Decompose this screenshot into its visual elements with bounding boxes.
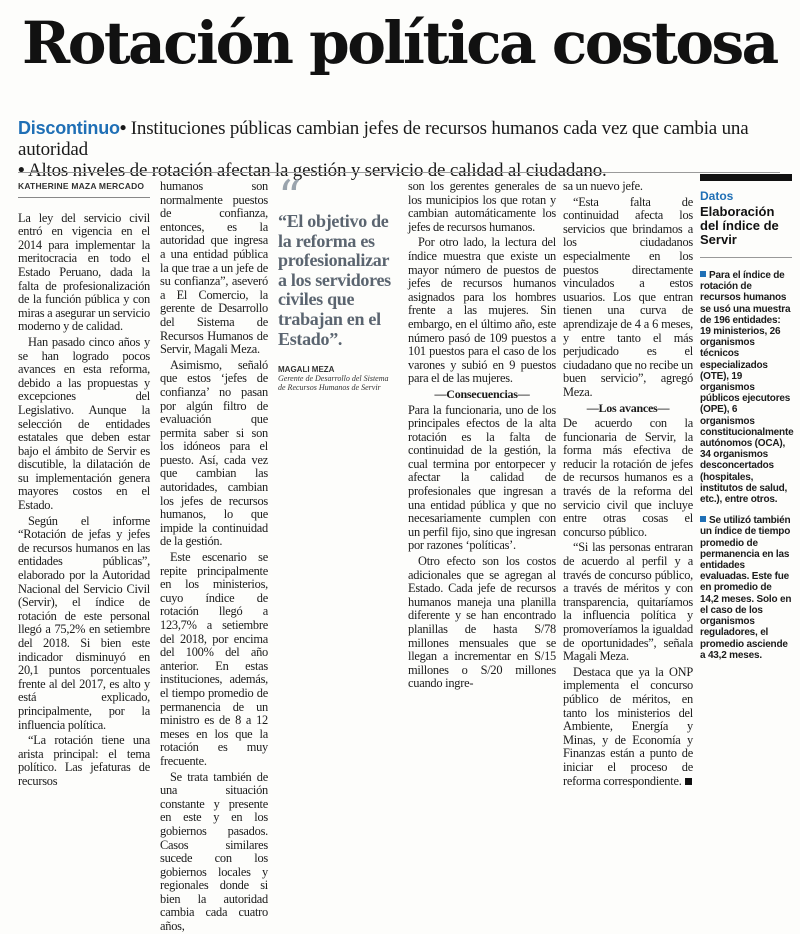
paragraph: “Si las personas entraran de acuerdo al perfil y a través de concurso público, a través de méritos y con transparencia, quitaríamos la influencia política y promoveríamos la igualdad de oportunidades”, señala Magali Meza. bbox=[563, 540, 693, 664]
paragraph: Otro efecto son los costos adicionales que se agregan al Estado. Cada jefe de recursos humanos maneja una planilla diferente y se han encontrado planillas de hasta S/78 millones mensuales que se llegan a incrementar en S/15 millones o S/20 millones cuando ingre- bbox=[408, 554, 556, 691]
paragraph: sa un nuevo jefe. bbox=[563, 179, 643, 193]
sidebar-item bbox=[700, 515, 792, 661]
paragraph: La ley del servicio civil entró en vigencia en el 2014 para implementar la meritocracia en todo el Estado Peruano, dada la falta de profesionalización de la función pública y con miras a asegurar un servicio moderno y de calidad. bbox=[18, 210, 150, 334]
data-sidebar bbox=[700, 174, 794, 661]
pull-quote-text: “El objetivo de la reforma es profesionalizar a los servidores civiles que trabajan en el Estado”. bbox=[278, 211, 391, 349]
deck-bullet: • bbox=[119, 118, 127, 139]
paragraph-text: Destaca que ya la ONP implementa el concurso público de méritos, en tanto los ministerios del Ambiente, Energía y Minas, y de Economía y Finanzas están a punto de iniciar el proceso de reforma correspondiente. bbox=[563, 664, 693, 788]
deck-bullet: • bbox=[18, 160, 25, 181]
sidebar-item-text: Para el índice de rotación de recursos humanos se usó una muestra de 196 entidades: 19 ministerios, 26 organismos técnicos especializados (OTE), 19 organismos públicos ejecutores (OPE), 6 organismos constitucionalmente autónomos (OCA), 34 organismos desconcertados (hospitales, institutos de salud, etc.), entre otros. bbox=[700, 270, 794, 506]
paragraph: Según el informe “Rotación de jefas y jefes de recursos humanos en las entidades públicas”, elaborado por la Autoridad Nacional del Servicio Civil (Servir), el índice de rotación de este personal llegó a 75,2% en setiembre del 2018. Si bien este indicador disminuyó en 20,1 puntos porcentuales frente al del 2017, es alto y está explicado, principalmente, por la influencia política. bbox=[18, 513, 150, 732]
paragraph: De acuerdo con la funcionaria de Servir, la forma más efectiva de reducir la rotación de jefes de recursos humanos es a través de la reforma del servicio civil que incluye entre otras cosas el concurso público. bbox=[563, 416, 693, 539]
sidebar-item bbox=[700, 270, 792, 505]
sidebar-divider bbox=[700, 257, 792, 258]
paragraph: Asimismo, señaló que estos ‘jefes de confianza’ no pasan por algún filtro de evaluación que permita saber si son los idóneos para el puesto. Así, cada vez que cambian las autoridades, cambian los jefes de recursos humanos, lo que impide la continuidad de la gestión. bbox=[160, 357, 268, 549]
quote-marks-icon: “ bbox=[278, 170, 302, 224]
paragraph: Han pasado cinco años y se han logrado pocos avances en esta reforma, debido a las propuestas y excepciones del Legislativo. Aunque la selección de entidades estatales que deben estar bajo el ámbito de Servir es discutible, la dilatación de su implementación genera mayores costos en el Estado. bbox=[18, 334, 150, 513]
paragraph: Por otro lado, la lectura del índice muestra que existe un mayor número de puestos de jefes de recursos humanos asignados para los hombres frente a las mujeres. Sin embargo, en el último año, este número pasó de 109 puestos a 101 puestos para el caso de los varones y subió en 9 puestos para el de las mujeres. bbox=[408, 235, 556, 386]
deck-kicker: Discontinuo bbox=[18, 118, 120, 138]
deck-divider bbox=[18, 172, 780, 173]
article-column-2 bbox=[160, 179, 268, 934]
paragraph: humanos son normalmente puestos de confianza, entonces, es la autoridad que ingresa a una entidad pública la que trae a un jefe de su confianza”, aseveró a El Comercio, la gerente de Desarrollo del Sistema de Recursos Humanos de Servir, Magali Meza. bbox=[160, 179, 268, 357]
sidebar-top-bar bbox=[700, 174, 792, 181]
byline: KATHERINE MAZA MERCADO bbox=[18, 180, 150, 198]
end-mark-icon bbox=[685, 778, 692, 785]
paragraph: Para la funcionaria, uno de los principales efectos de la alta rotación es la falta de continuidad de la gestión, la cual termina por entorpecer y afectar la calidad de profesionales que ingresan a una entidad pública y que no necesariamente cumplen con un perfil fijo, sino que ingresan por razones ‘políticas’. bbox=[408, 402, 556, 553]
article-column-4 bbox=[563, 179, 693, 788]
headline: Rotación política costosa bbox=[22, 9, 777, 77]
sidebar-item-text: Se utilizó también un índice de tiempo promedio de permanencia en las entidades evaluadas. Este fue en promedio de 14,2 meses. Solo en el caso de los organismos reguladores, el promedio asciende a 43,2 meses. bbox=[700, 515, 792, 661]
article-column-3 bbox=[408, 179, 556, 691]
pull-quote bbox=[278, 170, 398, 393]
deck-line-1: Instituciones públicas cambian jefes de recursos humanos cada vez que cambia una autoridad bbox=[18, 118, 749, 160]
paragraph: “La rotación tiene una arista principal: el tema político. Las jefaturas de recursos bbox=[18, 733, 150, 788]
deck-line-2: Altos niveles de rotación afectan la gestión y servicio de calidad al ciudadano. bbox=[24, 160, 607, 181]
paragraph: son los gerentes generales de los municipios los que rotan y cambian automáticamente los jefes de recursos humanos. bbox=[408, 179, 556, 234]
square-bullet-icon bbox=[700, 516, 706, 522]
sidebar-tag: Datos bbox=[700, 189, 734, 203]
subhead-consecuencias: —Consecuencias— bbox=[434, 386, 530, 401]
paragraph: Este escenario se repite principalmente en los ministerios, cuyo índice de rotación llegó a 123,7% a setiembre del 2018, por encima del 100% del año anterior. En estas instituciones, además, el tiempo promedio de permanencia de un ministro es de 8 a 12 meses en los que la rotación es muy frecuente. bbox=[160, 550, 268, 768]
subhead-avances: —Los avances— bbox=[586, 400, 670, 415]
paragraph: “Esta falta de continuidad afecta los servicios que brindamos a los ciudadanos especialmente en los puestos directamente vinculados a estos usuarios. Los que entran tienen una curva de aprendizaje de 4 a 6 meses, y entre tanto el más perjudicado es el ciudadano que no recibe un buen servicio”, agregó Meza. bbox=[563, 194, 693, 399]
pull-quote-role: Gerente de Desarrollo del Sistema de Recursos Humanos de Servir bbox=[278, 374, 389, 393]
square-bullet-icon bbox=[700, 271, 706, 277]
pull-quote-author: MAGALI MEZA bbox=[278, 365, 335, 375]
sidebar-title: Elaboración del índice de Servir bbox=[700, 204, 779, 247]
paragraph: Se trata también de una situación constante y presente en este y en los gobiernos pasados. Casos similares sucede con los gobiernos locales y regionales donde si bien la autoridad cambia cada cuatro años, bbox=[160, 769, 268, 934]
paragraph bbox=[563, 666, 693, 788]
article-column-1 bbox=[18, 180, 150, 788]
